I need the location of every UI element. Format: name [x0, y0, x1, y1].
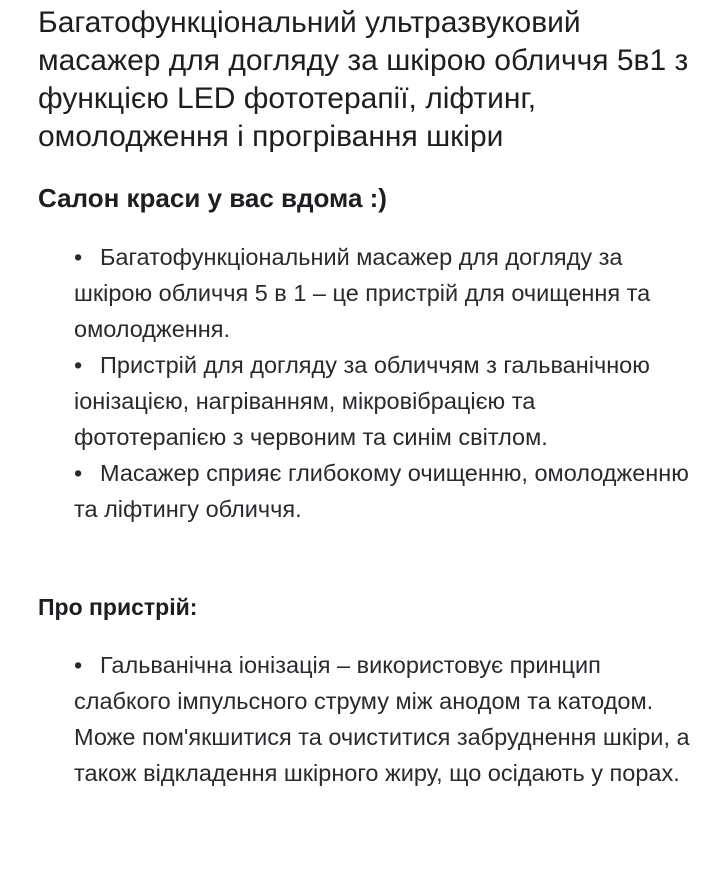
- product-title: Багатофункціональний ультразвуковий масажер для догляду за шкірою обличчя 5в1 з функцією LED фототерапії, ліфтинг, омолодження і прогрівання шкіри: [38, 6, 689, 153]
- bullet-icon: •: [74, 652, 83, 678]
- section-heading-salon: Салон краси у вас вдома :): [38, 183, 387, 213]
- list-item-text: Пристрій для догляду за обличчям з гальванічною іонізацією, нагріванням, мікровібрацією та фототерапією з червоним та синім світлом.: [74, 352, 650, 450]
- list-item-text: Багатофункціональний масажер для догляду за шкірою обличчя 5 в 1 – це пристрій для очищення та омолодження.: [74, 244, 651, 342]
- bullet-icon: •: [74, 460, 83, 486]
- list-item-text: Гальванічна іонізація – використовує принцип слабкого імпульсного струму між анодом та катодом. Може пом'якшитися та очиститися забруднення шкіри, а також відкладення шкірного жиру, що осідають у порах.: [74, 652, 690, 786]
- list-item: [74, 647, 694, 791]
- list-item: [74, 239, 694, 347]
- list-item: [74, 455, 694, 527]
- bullet-icon: •: [74, 352, 83, 378]
- list-item-text: Масажер сприяє глибокому очищенню, омолодженню та ліфтингу обличчя.: [74, 460, 689, 522]
- list-item: [74, 347, 694, 455]
- bullet-icon: •: [74, 244, 83, 270]
- section-heading-device: Про пристрій:: [38, 594, 198, 620]
- salon-feature-list: [74, 239, 694, 527]
- device-feature-list: [74, 647, 694, 791]
